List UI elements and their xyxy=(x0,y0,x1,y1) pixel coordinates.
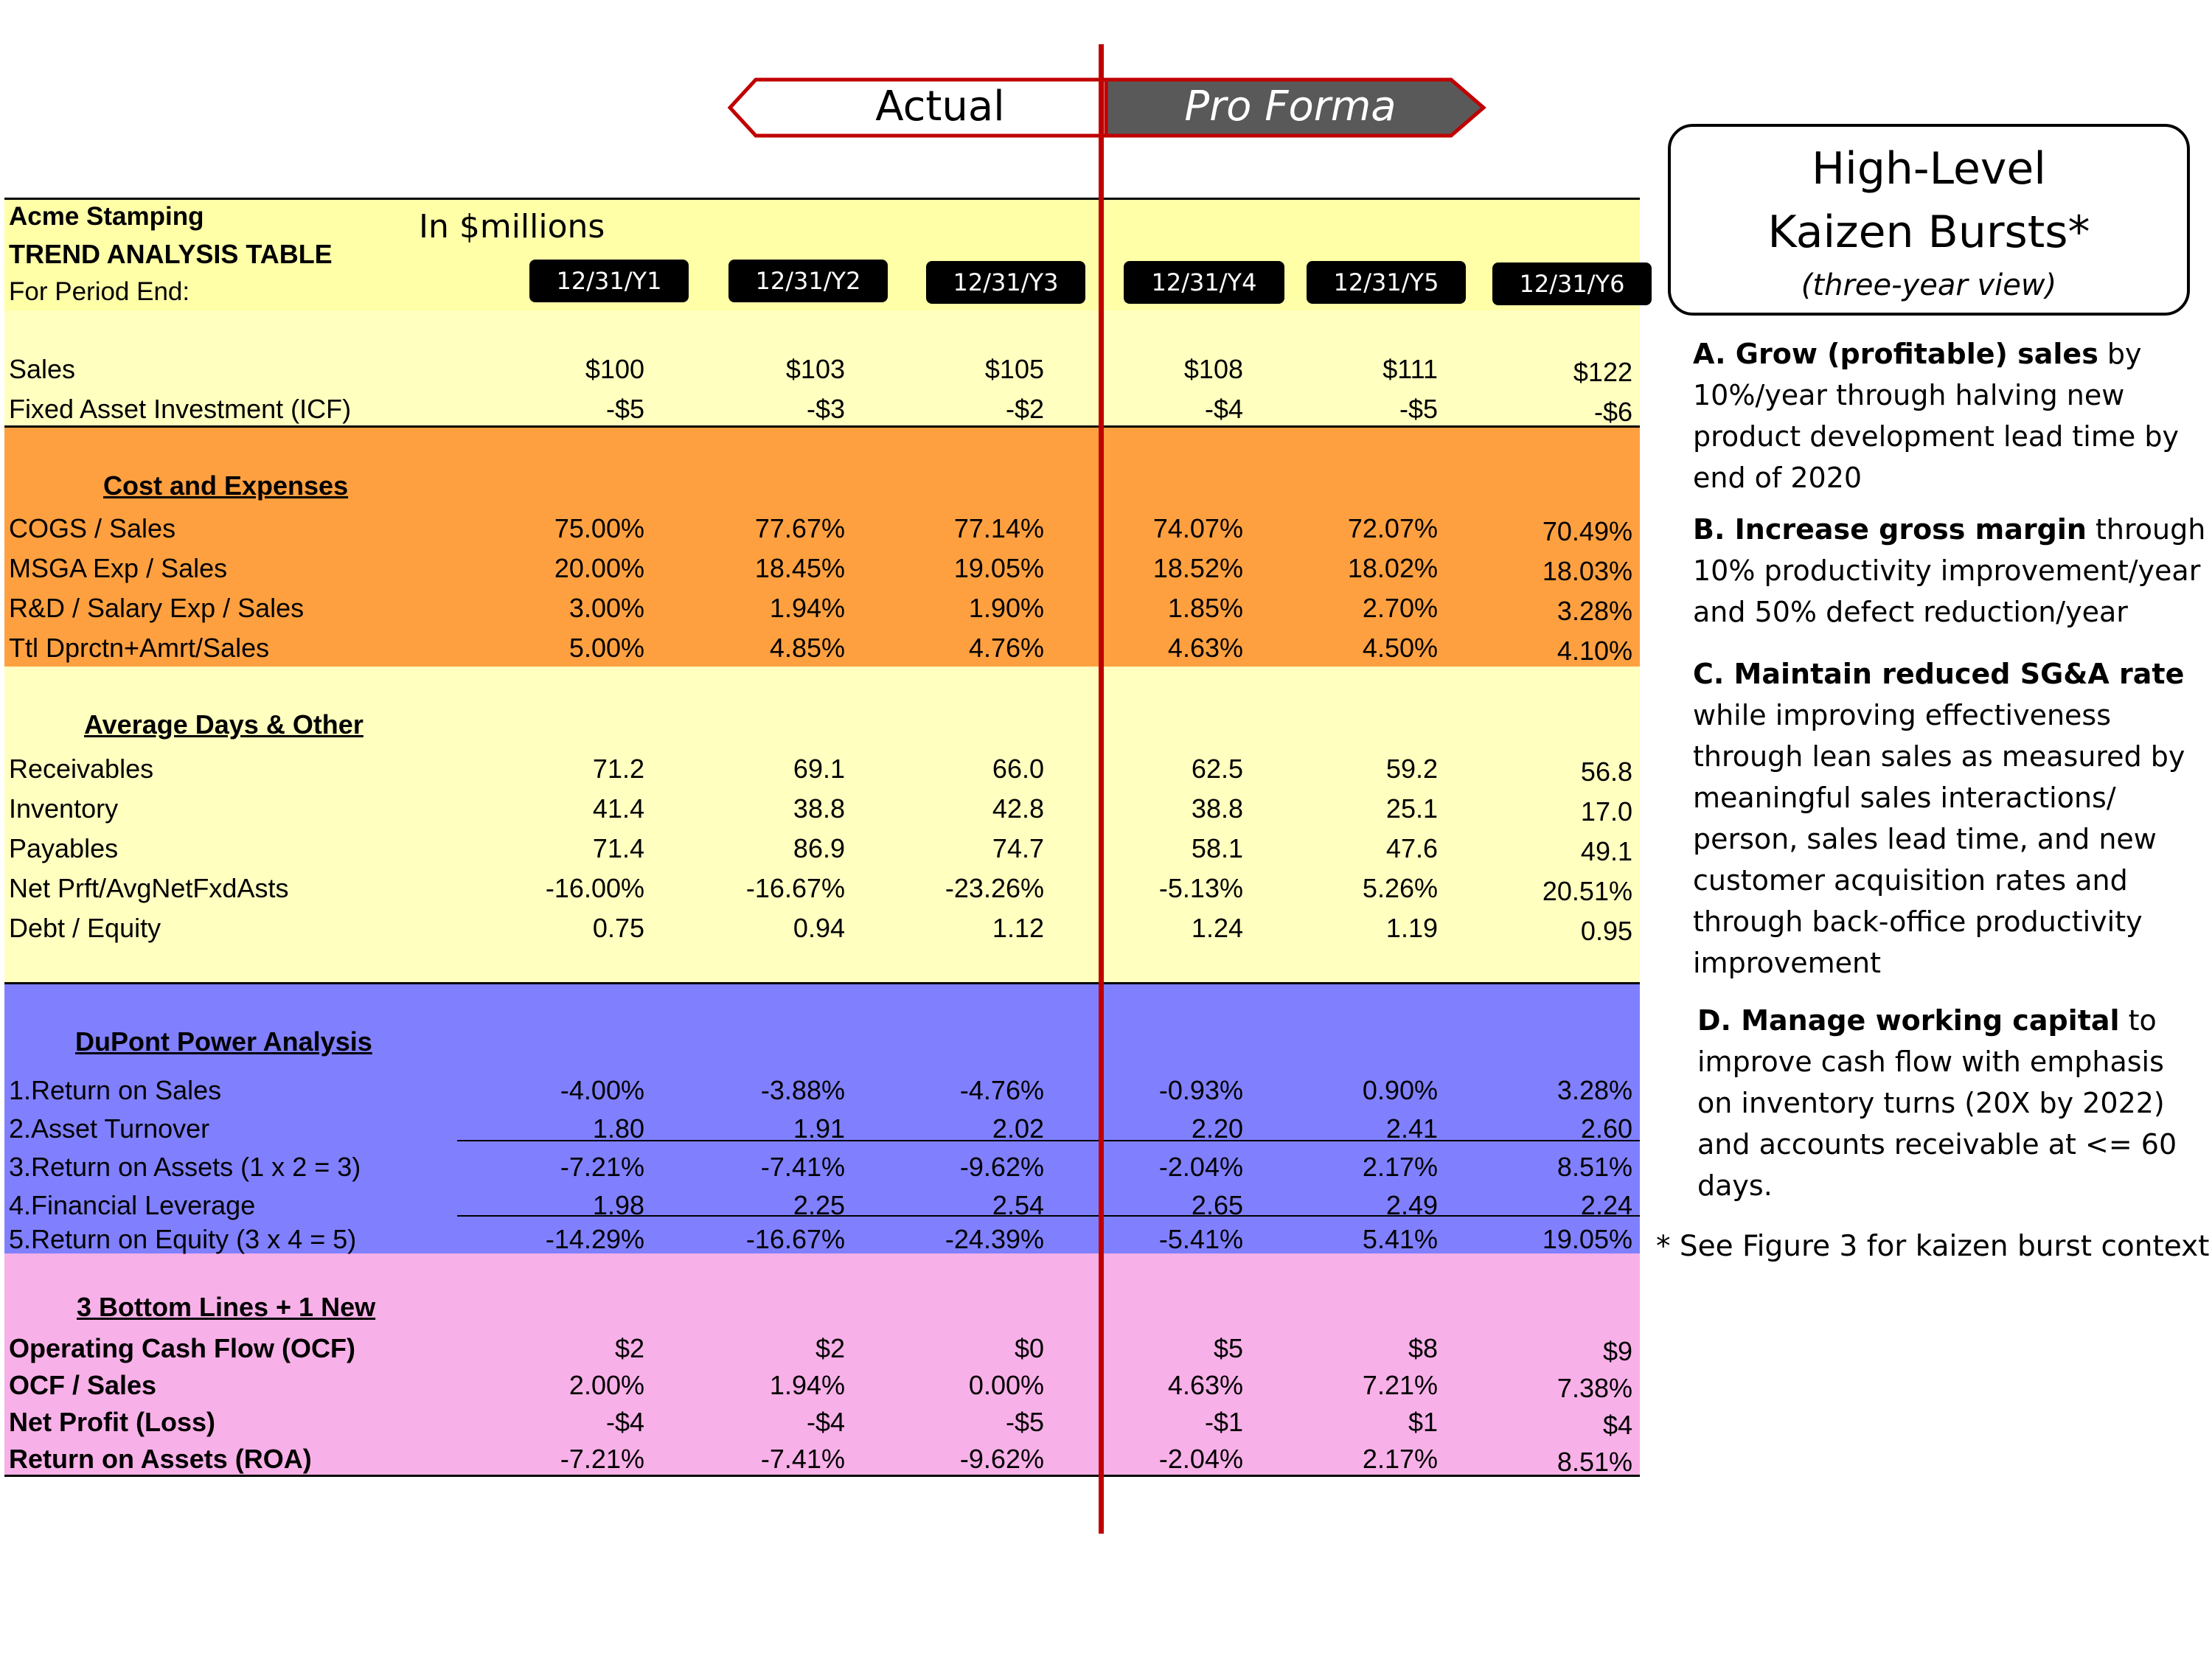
table-cell: 38.8 xyxy=(793,793,845,824)
table-cell: 49.1 xyxy=(1580,836,1632,866)
kaizen-burst-d-heading: D. Manage working capital xyxy=(1697,1004,2120,1037)
proforma-label: Pro Forma xyxy=(1184,83,1397,131)
period-badge-y2: 12/31/Y2 xyxy=(728,260,888,302)
actual-proforma-divider xyxy=(1099,44,1104,1534)
table-cell: 74.07% xyxy=(1152,513,1243,543)
period-badge-y6: 12/31/Y6 xyxy=(1492,262,1652,305)
row-label: Sales xyxy=(9,354,76,384)
table-cell: -$4 xyxy=(605,1407,644,1437)
table-cell: -$2 xyxy=(1005,394,1044,424)
row-label: Return on Assets (ROA) xyxy=(9,1444,312,1474)
table-cell: 1.94% xyxy=(769,1370,845,1400)
table-cell: -$4 xyxy=(1204,394,1243,424)
table-cell: $2 xyxy=(614,1333,644,1363)
table-cell: 1.90% xyxy=(968,593,1044,623)
table-cell: 2.49 xyxy=(1385,1190,1438,1220)
table-cell: 38.8 xyxy=(1191,793,1243,824)
table-cell: -2.04% xyxy=(1158,1444,1243,1474)
table-cell: -$6 xyxy=(1593,397,1632,427)
table-cell: 86.9 xyxy=(793,833,845,863)
table-cell: 18.52% xyxy=(1152,553,1243,583)
table-cell: 0.94 xyxy=(793,913,845,943)
table-cell: 4.85% xyxy=(769,633,845,663)
table-cell: 2.24 xyxy=(1580,1190,1632,1220)
kaizen-burst-b-text: through 10% productivity improvement/year and 50% defect reduction/year xyxy=(1693,513,2206,628)
table-cell: 66.0 xyxy=(992,754,1044,784)
table-cell: 75.00% xyxy=(554,513,644,543)
row-label: 2.Asset Turnover xyxy=(9,1113,210,1144)
table-cell: 2.17% xyxy=(1362,1444,1438,1474)
table-cell: -2.04% xyxy=(1158,1152,1243,1182)
row-label: 3.Return on Assets (1 x 2 = 3) xyxy=(9,1152,361,1182)
kaizen-burst-a xyxy=(1693,333,2194,498)
table-cell: 18.03% xyxy=(1542,556,1632,586)
table-cell: 1.91 xyxy=(793,1113,845,1144)
table-cell: 1.80 xyxy=(592,1113,644,1144)
table-cell: -$5 xyxy=(1399,394,1438,424)
table-cell: -23.26% xyxy=(945,873,1044,903)
kaizen-burst-d-text: to improve cash flow with emphasis on inventory turns (20X by 2022) and accounts receivable at <= 60 days. xyxy=(1697,1004,2177,1202)
table-cell: 0.75 xyxy=(592,913,644,943)
table-cell: $0 xyxy=(1014,1333,1044,1363)
table-cell: 1.94% xyxy=(769,593,845,623)
period-badge-y1: 12/31/Y1 xyxy=(529,260,689,302)
table-cell: 3.00% xyxy=(568,593,644,623)
table-cell: 56.8 xyxy=(1580,757,1632,787)
table-cell: -5.41% xyxy=(1158,1224,1243,1254)
table-cell: -24.39% xyxy=(945,1224,1044,1254)
table-cell: 4.10% xyxy=(1557,636,1632,666)
table-cell: $2 xyxy=(815,1333,845,1363)
dupont-section-title: DuPont Power Analysis xyxy=(75,1026,372,1057)
table-cell: -0.93% xyxy=(1158,1075,1243,1105)
table-cell: 1.98 xyxy=(592,1190,644,1220)
table-cell: 1.12 xyxy=(992,913,1044,943)
table-cell: $105 xyxy=(984,354,1044,384)
table-cell: 2.25 xyxy=(793,1190,845,1220)
table-cell: 47.6 xyxy=(1385,833,1438,863)
table-cell: 7.21% xyxy=(1362,1370,1438,1400)
table-cell: $1 xyxy=(1408,1407,1438,1437)
table-cell: 19.05% xyxy=(953,553,1044,583)
table-cell: -$3 xyxy=(806,394,845,424)
row-label: Operating Cash Flow (OCF) xyxy=(9,1333,356,1363)
table-cell: 18.45% xyxy=(754,553,845,583)
table-cell: 17.0 xyxy=(1580,796,1632,827)
table-cell: 0.95 xyxy=(1580,916,1632,946)
row-label: OCF / Sales xyxy=(9,1370,157,1400)
kaizen-burst-c-text: while improving effectiveness through lean sales as measured by meaningful sales interactions/ person, sales lead time, and new customer acquisition rates and through back-office productivity improvement xyxy=(1693,699,2185,979)
table-cell: 71.2 xyxy=(592,754,644,784)
row-label: 1.Return on Sales xyxy=(9,1075,222,1105)
table-cell: 69.1 xyxy=(793,754,845,784)
row-label: R&D / Salary Exp / Sales xyxy=(9,593,305,623)
table-cell: 2.17% xyxy=(1362,1152,1438,1182)
row-label: Payables xyxy=(9,833,119,863)
table-cell: 8.51% xyxy=(1557,1447,1632,1477)
table-cell: 0.90% xyxy=(1362,1075,1438,1105)
kaizen-burst-d xyxy=(1697,1000,2206,1206)
table-cell: 71.4 xyxy=(592,833,644,863)
table-cell: 0.00% xyxy=(968,1370,1044,1400)
kaizen-burst-a-text: by 10%/year through halving new product development lead time by end of 2020 xyxy=(1693,338,2179,494)
table-cell: $9 xyxy=(1602,1336,1632,1366)
kaizen-subtitle: (three-year view) xyxy=(1801,268,2057,302)
table-cell: 19.05% xyxy=(1542,1224,1632,1254)
period-badge-y4: 12/31/Y4 xyxy=(1124,261,1284,304)
table-cell: -$5 xyxy=(1005,1407,1044,1437)
table-cell: -16.00% xyxy=(545,873,644,903)
table-cell: 42.8 xyxy=(992,793,1044,824)
kaizen-burst-b-heading: B. Increase gross margin xyxy=(1693,513,2087,546)
table-cell: -7.41% xyxy=(760,1444,845,1474)
bottom-section-title: 3 Bottom Lines + 1 New xyxy=(77,1292,376,1322)
table-cell: -9.62% xyxy=(959,1152,1044,1182)
table-cell: -$4 xyxy=(806,1407,845,1437)
table-cell: 4.63% xyxy=(1167,633,1243,663)
table-cell: 1.19 xyxy=(1385,913,1438,943)
table-cell: 2.60 xyxy=(1580,1113,1632,1144)
table-cell: $4 xyxy=(1602,1410,1632,1440)
kaizen-burst-b xyxy=(1693,509,2209,633)
kaizen-title-line2: Kaizen Bursts* xyxy=(1767,206,2090,258)
actual-label: Actual xyxy=(875,83,1005,131)
table-cell: 2.70% xyxy=(1362,593,1438,623)
table-cell: 2.20 xyxy=(1191,1113,1243,1144)
table-cell: 2.41 xyxy=(1385,1113,1438,1144)
table-cell: 2.00% xyxy=(568,1370,644,1400)
kaizen-burst-c xyxy=(1693,653,2194,984)
table-cell: 2.54 xyxy=(992,1190,1044,1220)
table-cell: -14.29% xyxy=(545,1224,644,1254)
table-cell: 77.67% xyxy=(754,513,845,543)
row-label: Fixed Asset Investment (ICF) xyxy=(9,394,352,424)
cost-section-title: Cost and Expenses xyxy=(103,470,349,501)
table-cell: 2.02 xyxy=(992,1113,1044,1144)
row-label: Net Profit (Loss) xyxy=(9,1407,216,1437)
table-cell: 2.65 xyxy=(1191,1190,1243,1220)
table-cell: $100 xyxy=(585,354,644,384)
table-cell: 7.38% xyxy=(1557,1373,1632,1403)
table-cell: $103 xyxy=(785,354,845,384)
table-cell: 18.02% xyxy=(1347,553,1438,583)
table-cell: -$5 xyxy=(605,394,644,424)
row-label: Debt / Equity xyxy=(9,913,161,943)
table-cell: 4.63% xyxy=(1167,1370,1243,1400)
row-label: Inventory xyxy=(9,793,119,824)
kaizen-title-box xyxy=(1668,124,2190,316)
row-label: 4.Financial Leverage xyxy=(9,1190,256,1220)
table-cell: 4.50% xyxy=(1362,633,1438,663)
row-label: 5.Return on Equity (3 x 4 = 5) xyxy=(9,1224,357,1254)
table-cell: -7.21% xyxy=(560,1444,644,1474)
table-cell: 25.1 xyxy=(1385,793,1438,824)
kaizen-burst-c-heading: C. Maintain reduced SG&A rate xyxy=(1693,658,2185,690)
table-cell: 20.00% xyxy=(554,553,644,583)
period-label: For Period End: xyxy=(9,277,190,306)
table-cell: 74.7 xyxy=(992,833,1044,863)
table-cell: 5.41% xyxy=(1362,1224,1438,1254)
period-badge-y5: 12/31/Y5 xyxy=(1307,261,1466,304)
table-cell: -16.67% xyxy=(745,873,845,903)
table-cell: -16.67% xyxy=(745,1224,845,1254)
table-cell: 70.49% xyxy=(1542,516,1632,546)
units-label: In $millions xyxy=(419,208,605,246)
table-cell: -3.88% xyxy=(760,1075,845,1105)
kaizen-title-line1: High-Level xyxy=(1812,143,2046,195)
row-label: Ttl Dprctn+Amrt/Sales xyxy=(9,633,270,663)
table-cell: -4.76% xyxy=(959,1075,1044,1105)
table-cell: 41.4 xyxy=(592,793,644,824)
table-cell: $108 xyxy=(1183,354,1243,384)
table-cell: -$1 xyxy=(1204,1407,1243,1437)
table-cell: -4.00% xyxy=(560,1075,644,1105)
table-cell: 1.24 xyxy=(1191,913,1243,943)
table-cell: 3.28% xyxy=(1557,596,1632,626)
table-cell: 8.51% xyxy=(1557,1152,1632,1182)
table-cell: -7.41% xyxy=(760,1152,845,1182)
table-cell: $8 xyxy=(1408,1333,1438,1363)
kaizen-footnote: * See Figure 3 for kaizen burst context xyxy=(1656,1230,2210,1263)
table-cell: 62.5 xyxy=(1191,754,1243,784)
row-label: Net Prft/AvgNetFxdAsts xyxy=(9,873,289,903)
row-label: MSGA Exp / Sales xyxy=(9,553,228,583)
table-cell: 3.28% xyxy=(1557,1075,1632,1105)
table-cell: 5.00% xyxy=(568,633,644,663)
table-cell: 59.2 xyxy=(1385,754,1438,784)
table-cell: -7.21% xyxy=(560,1152,644,1182)
table-cell: -9.62% xyxy=(959,1444,1044,1474)
table-cell: 5.26% xyxy=(1362,873,1438,903)
row-label: Receivables xyxy=(9,754,154,784)
table-cell: $5 xyxy=(1213,1333,1243,1363)
row-label: COGS / Sales xyxy=(9,513,176,543)
table-cell: $122 xyxy=(1573,357,1632,387)
table-title: TREND ANALYSIS TABLE xyxy=(9,239,333,269)
table-cell: $111 xyxy=(1382,354,1438,384)
kaizen-burst-a-heading: A. Grow (profitable) sales xyxy=(1693,338,2098,370)
period-badge-y3: 12/31/Y3 xyxy=(926,261,1085,304)
table-cell: 20.51% xyxy=(1542,876,1632,906)
table-cell: -5.13% xyxy=(1158,873,1243,903)
kaizen-title xyxy=(1671,137,2187,264)
table-cell: 77.14% xyxy=(953,513,1044,543)
table-cell: 58.1 xyxy=(1191,833,1243,863)
company-name: Acme Stamping xyxy=(9,202,204,231)
table-cell: 72.07% xyxy=(1347,513,1438,543)
days-section-title: Average Days & Other xyxy=(84,709,364,740)
table-cell: 1.85% xyxy=(1167,593,1243,623)
table-cell: 4.76% xyxy=(968,633,1044,663)
